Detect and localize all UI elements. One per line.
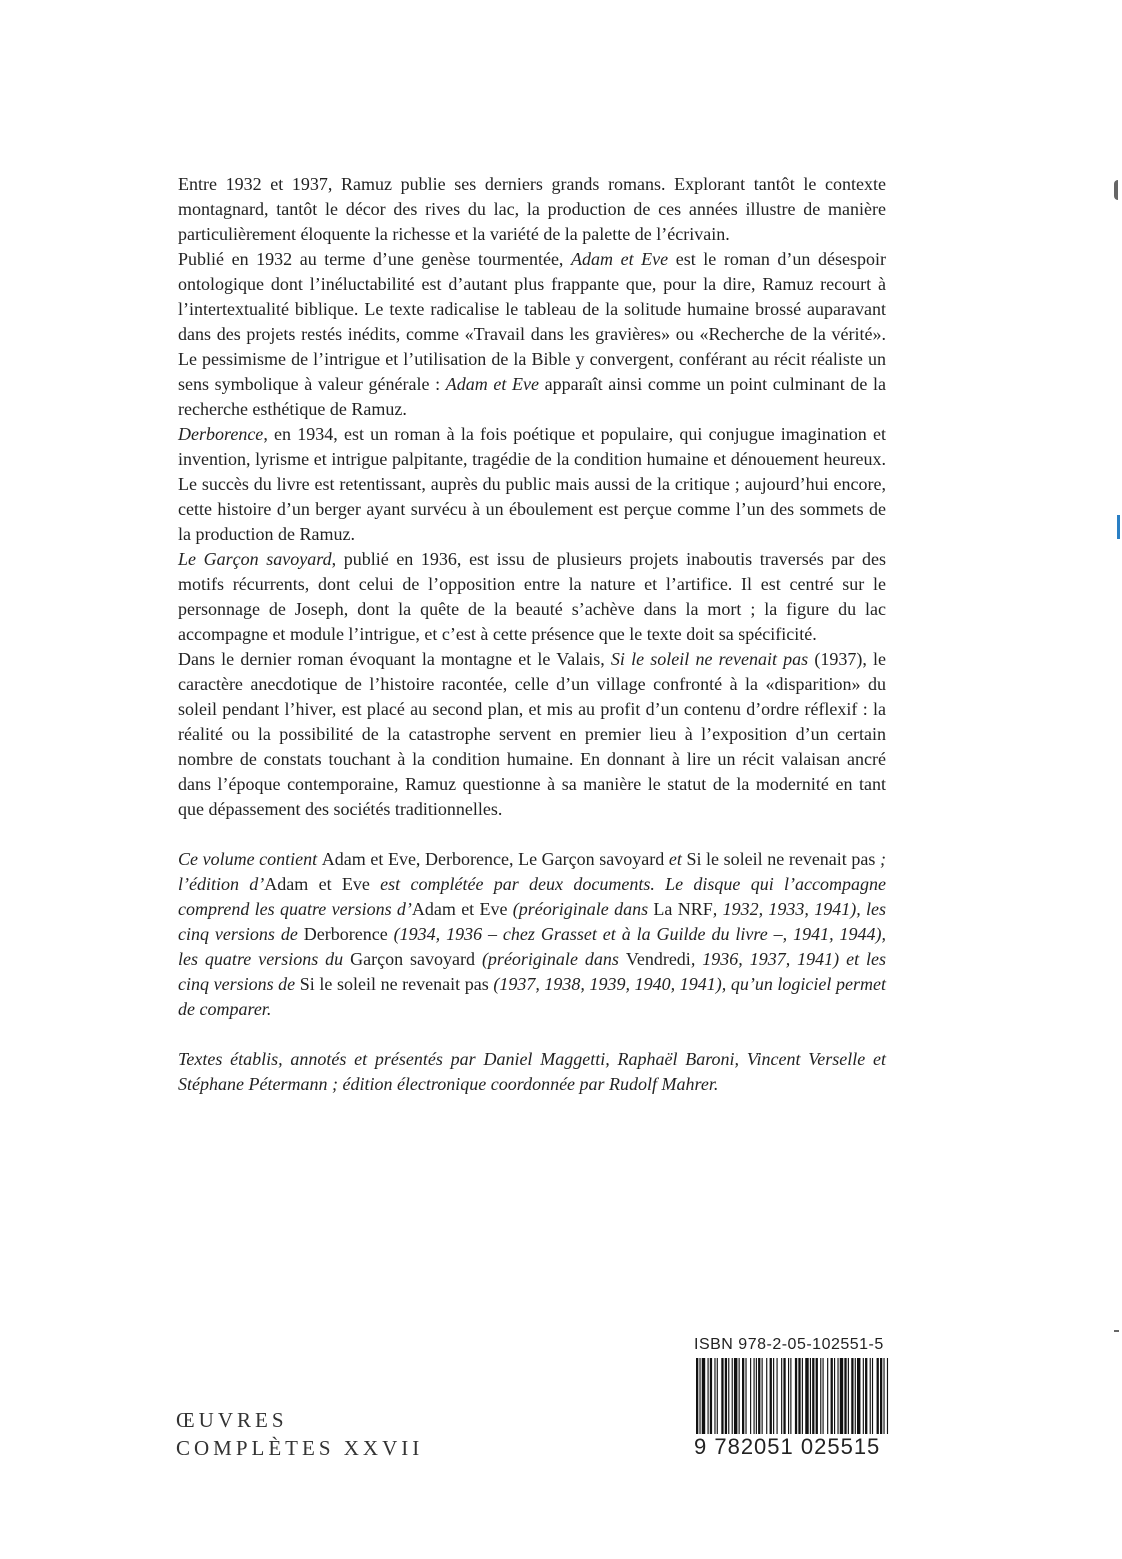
barcode-bar (762, 1358, 763, 1434)
series-line-1: ŒUVRES (176, 1408, 288, 1432)
barcode-bar (798, 1358, 800, 1434)
book-title: Garçon savoyard (350, 949, 475, 969)
barcode-bar (872, 1358, 873, 1434)
text-run: , en 1934, est un roman à la fois poétique et populaire, qui conjugue imagination et invention, lyrisme et intrigue palpitante, tragédie de la condition humaine et dénouement heureux. Le succès du livre est retentissant, auprès du public mais aussi de la critique ; aujourd’hui encore, cette histoire d’un berger ayant survécu à un éboulement est perçue comme l’un des sommets de la production de Ramuz. (178, 424, 886, 544)
barcode-bar (790, 1358, 791, 1434)
barcode-bar (710, 1358, 712, 1434)
text-run: (1934, 1936 – chez Grasset et à la Guilde du livre –, 1941, 1944), les quatre versions du (178, 924, 886, 969)
journal-title: La NRF (653, 899, 713, 919)
paragraph-derborence (178, 422, 886, 547)
barcode-bar (820, 1358, 821, 1434)
barcode-bar (758, 1358, 760, 1434)
text-run: apparaît ainsi comme un point culminant de la recherche esthétique de Ramuz. (178, 374, 886, 419)
barcode-bar (702, 1358, 705, 1434)
spacer (178, 1022, 886, 1047)
barcode-bar (766, 1358, 767, 1434)
crop-mark (1117, 515, 1120, 539)
barcode-bar (812, 1358, 814, 1434)
book-title: Le Garçon savoyard (178, 549, 332, 569)
barcode-bar (770, 1358, 772, 1434)
barcode-bar (855, 1358, 856, 1434)
barcode-bar (714, 1358, 715, 1434)
barcode-bar (795, 1358, 797, 1434)
barcode-bar (816, 1358, 818, 1434)
book-title: Si le soleil ne revenait pas (299, 974, 489, 994)
text-run: , 1936, 1937, 1941) et les cinq versions de (178, 949, 887, 994)
barcode-bar (823, 1358, 824, 1434)
contents-note (178, 847, 886, 1022)
book-title: Adam et Eve (445, 374, 539, 394)
text-run: Dans le dernier roman évoquant la montagne et le Valais, (178, 649, 611, 669)
text-run: , publié en 1936, est issu de plusieurs projets inaboutis traversés par des motifs récurrents, dont celui de l’opposition entre la nature et l’artifice. Il est centré sur le personnage de Joseph, dont la quête de la beauté s’achève dans la mort ; la figure du lac accompagne et module l’intrigue, et c’est à cette présence que le texte doit sa spécificité. (178, 549, 886, 644)
barcode-bar (851, 1358, 853, 1434)
series-line-2: COMPLÈTES XXVII (176, 1436, 424, 1460)
barcode-bar (840, 1358, 843, 1434)
series-title (176, 1406, 423, 1462)
barcode-bar (696, 1358, 698, 1434)
barcode-bar (848, 1358, 849, 1434)
text-run: et (664, 849, 687, 869)
text-run: (1937), le caractère anecdotique de l’histoire racontée, celle d’un village confronté à la «disparition» du soleil pendant l’hiver, est placé au second plan, et mis au profit d’un contenu d’ordre réflexif : la réalité ou la possibilité de la catastrophe servent en premier lieu à l’exposition d’un certain nombre de constats touchant à la condition humaine. En donnant à lire un récit valaisan ancré dans l’époque contemporaine, Ramuz questionne à sa manière le statut de la modernité en tant que dépassement des sociétés traditionnelles. (178, 649, 886, 819)
barcode-bar (750, 1358, 751, 1434)
barcode-bar (745, 1358, 746, 1434)
barcode-bar (708, 1358, 709, 1434)
barcode-bar (742, 1358, 744, 1434)
paragraph-si-le-soleil (178, 647, 886, 822)
spacer (178, 822, 886, 847)
book-title: Si le soleil ne revenait pas (610, 649, 809, 669)
book-title: Derborence (178, 424, 264, 444)
barcode-bar (754, 1358, 755, 1434)
barcode-bar (756, 1358, 757, 1434)
barcode-bar (880, 1358, 882, 1434)
barcode-bar (728, 1358, 729, 1434)
barcode-digits: 9 782051 025515 (694, 1434, 881, 1459)
barcode-bar (781, 1358, 782, 1434)
barcode-bar (810, 1358, 811, 1434)
journal-title: Vendredi (625, 949, 691, 969)
barcode-bar (883, 1358, 884, 1434)
barcode-bar (831, 1358, 833, 1434)
text-run: est complétée par deux documents. Le disque qui l’accompagne comprend les quatre versions d’ (178, 874, 886, 919)
book-title: Adam et Eve (571, 249, 669, 269)
barcode-bar (717, 1358, 718, 1434)
barcode-bar (844, 1358, 846, 1434)
barcode-bar (877, 1358, 879, 1434)
book-title: Adam et Eve (411, 899, 508, 919)
barcode-bar (837, 1358, 838, 1434)
barcode-bar (805, 1358, 808, 1434)
barcode-bar (802, 1358, 803, 1434)
barcode-bar (834, 1358, 835, 1434)
isbn-barcode (694, 1336, 890, 1462)
barcode-bar (732, 1358, 733, 1434)
book-title: Adam et Eve (264, 874, 370, 894)
paragraph-adam-et-eve (178, 247, 886, 422)
crop-mark (1114, 180, 1118, 200)
barcode-bar (870, 1358, 871, 1434)
book-title: Si le soleil ne revenait pas (686, 849, 876, 869)
crop-mark (1114, 1330, 1119, 1332)
text-run: (préoriginale dans (507, 899, 654, 919)
barcode-bar (734, 1358, 737, 1434)
barcode-bar (739, 1358, 740, 1434)
barcode-bar (863, 1358, 864, 1434)
barcode-bar (725, 1358, 727, 1434)
paragraph-intro: Entre 1932 et 1937, Ramuz publie ses derniers grands romans. Explorant tantôt le contexte montagnard, tantôt le décor des rives du lac, la production de ces années illustre de manière particulièrement éloquente la richesse et la variété de la palette de l’écrivain. (178, 174, 886, 244)
barcode-bar (773, 1358, 774, 1434)
book-title: Adam et Eve, Derborence, Le Garçon savoyard (321, 849, 665, 869)
text-run: (1937, 1938, 1939, 1940, 1941), qu’un logiciel permet de comparer. (178, 974, 886, 1019)
text-run: , 1932, 1933, 1941), les cinq versions de (178, 899, 886, 944)
barcode-bar (788, 1358, 789, 1434)
text-run: ; l’édition d’ (178, 849, 887, 894)
barcode-bar (857, 1358, 860, 1434)
barcode-bar (721, 1358, 723, 1434)
book-title: Derborence (303, 924, 388, 944)
credits: Textes établis, annotés et présentés par Daniel Maggetti, Raphaël Baroni, Vincent Verselle et Stéphane Pétermann ; édition électronique coordonnée par Rudolf Mahrer. (178, 1049, 886, 1094)
barcode-bar (699, 1358, 700, 1434)
barcode-bar (783, 1358, 785, 1434)
barcode-bar (777, 1358, 778, 1434)
barcode-bar (827, 1358, 828, 1434)
barcode-bar (887, 1358, 888, 1434)
barcode-bars (694, 1358, 890, 1434)
back-cover-text (178, 172, 886, 1097)
barcode-bar (865, 1358, 867, 1434)
text-run: est le roman d’un désespoir ontologique dont l’inéluctabilité est d’autant plus frappante que, pour la dire, Ramuz recourt à l’intertextualité biblique. Le texte radicalise le tableau de la solitude humaine brossé auparavant dans des projets restés inédits, comme «Travail dans les gravières» ou «Recherche de la vérité». Le pessimisme de l’intrigue et l’utilisation de la Bible y convergent, conférant au récit réaliste un sens symbolique à valeur générale : (178, 249, 886, 394)
text-run: Publié en 1932 au terme d’une genèse tourmentée, (178, 249, 572, 269)
paragraph-garcon-savoyard (178, 547, 886, 647)
text-run: Ce volume contient (178, 849, 322, 869)
text-run: (préoriginale dans (475, 949, 626, 969)
isbn-label: ISBN 978-2-05-102551-5 (694, 1336, 884, 1353)
